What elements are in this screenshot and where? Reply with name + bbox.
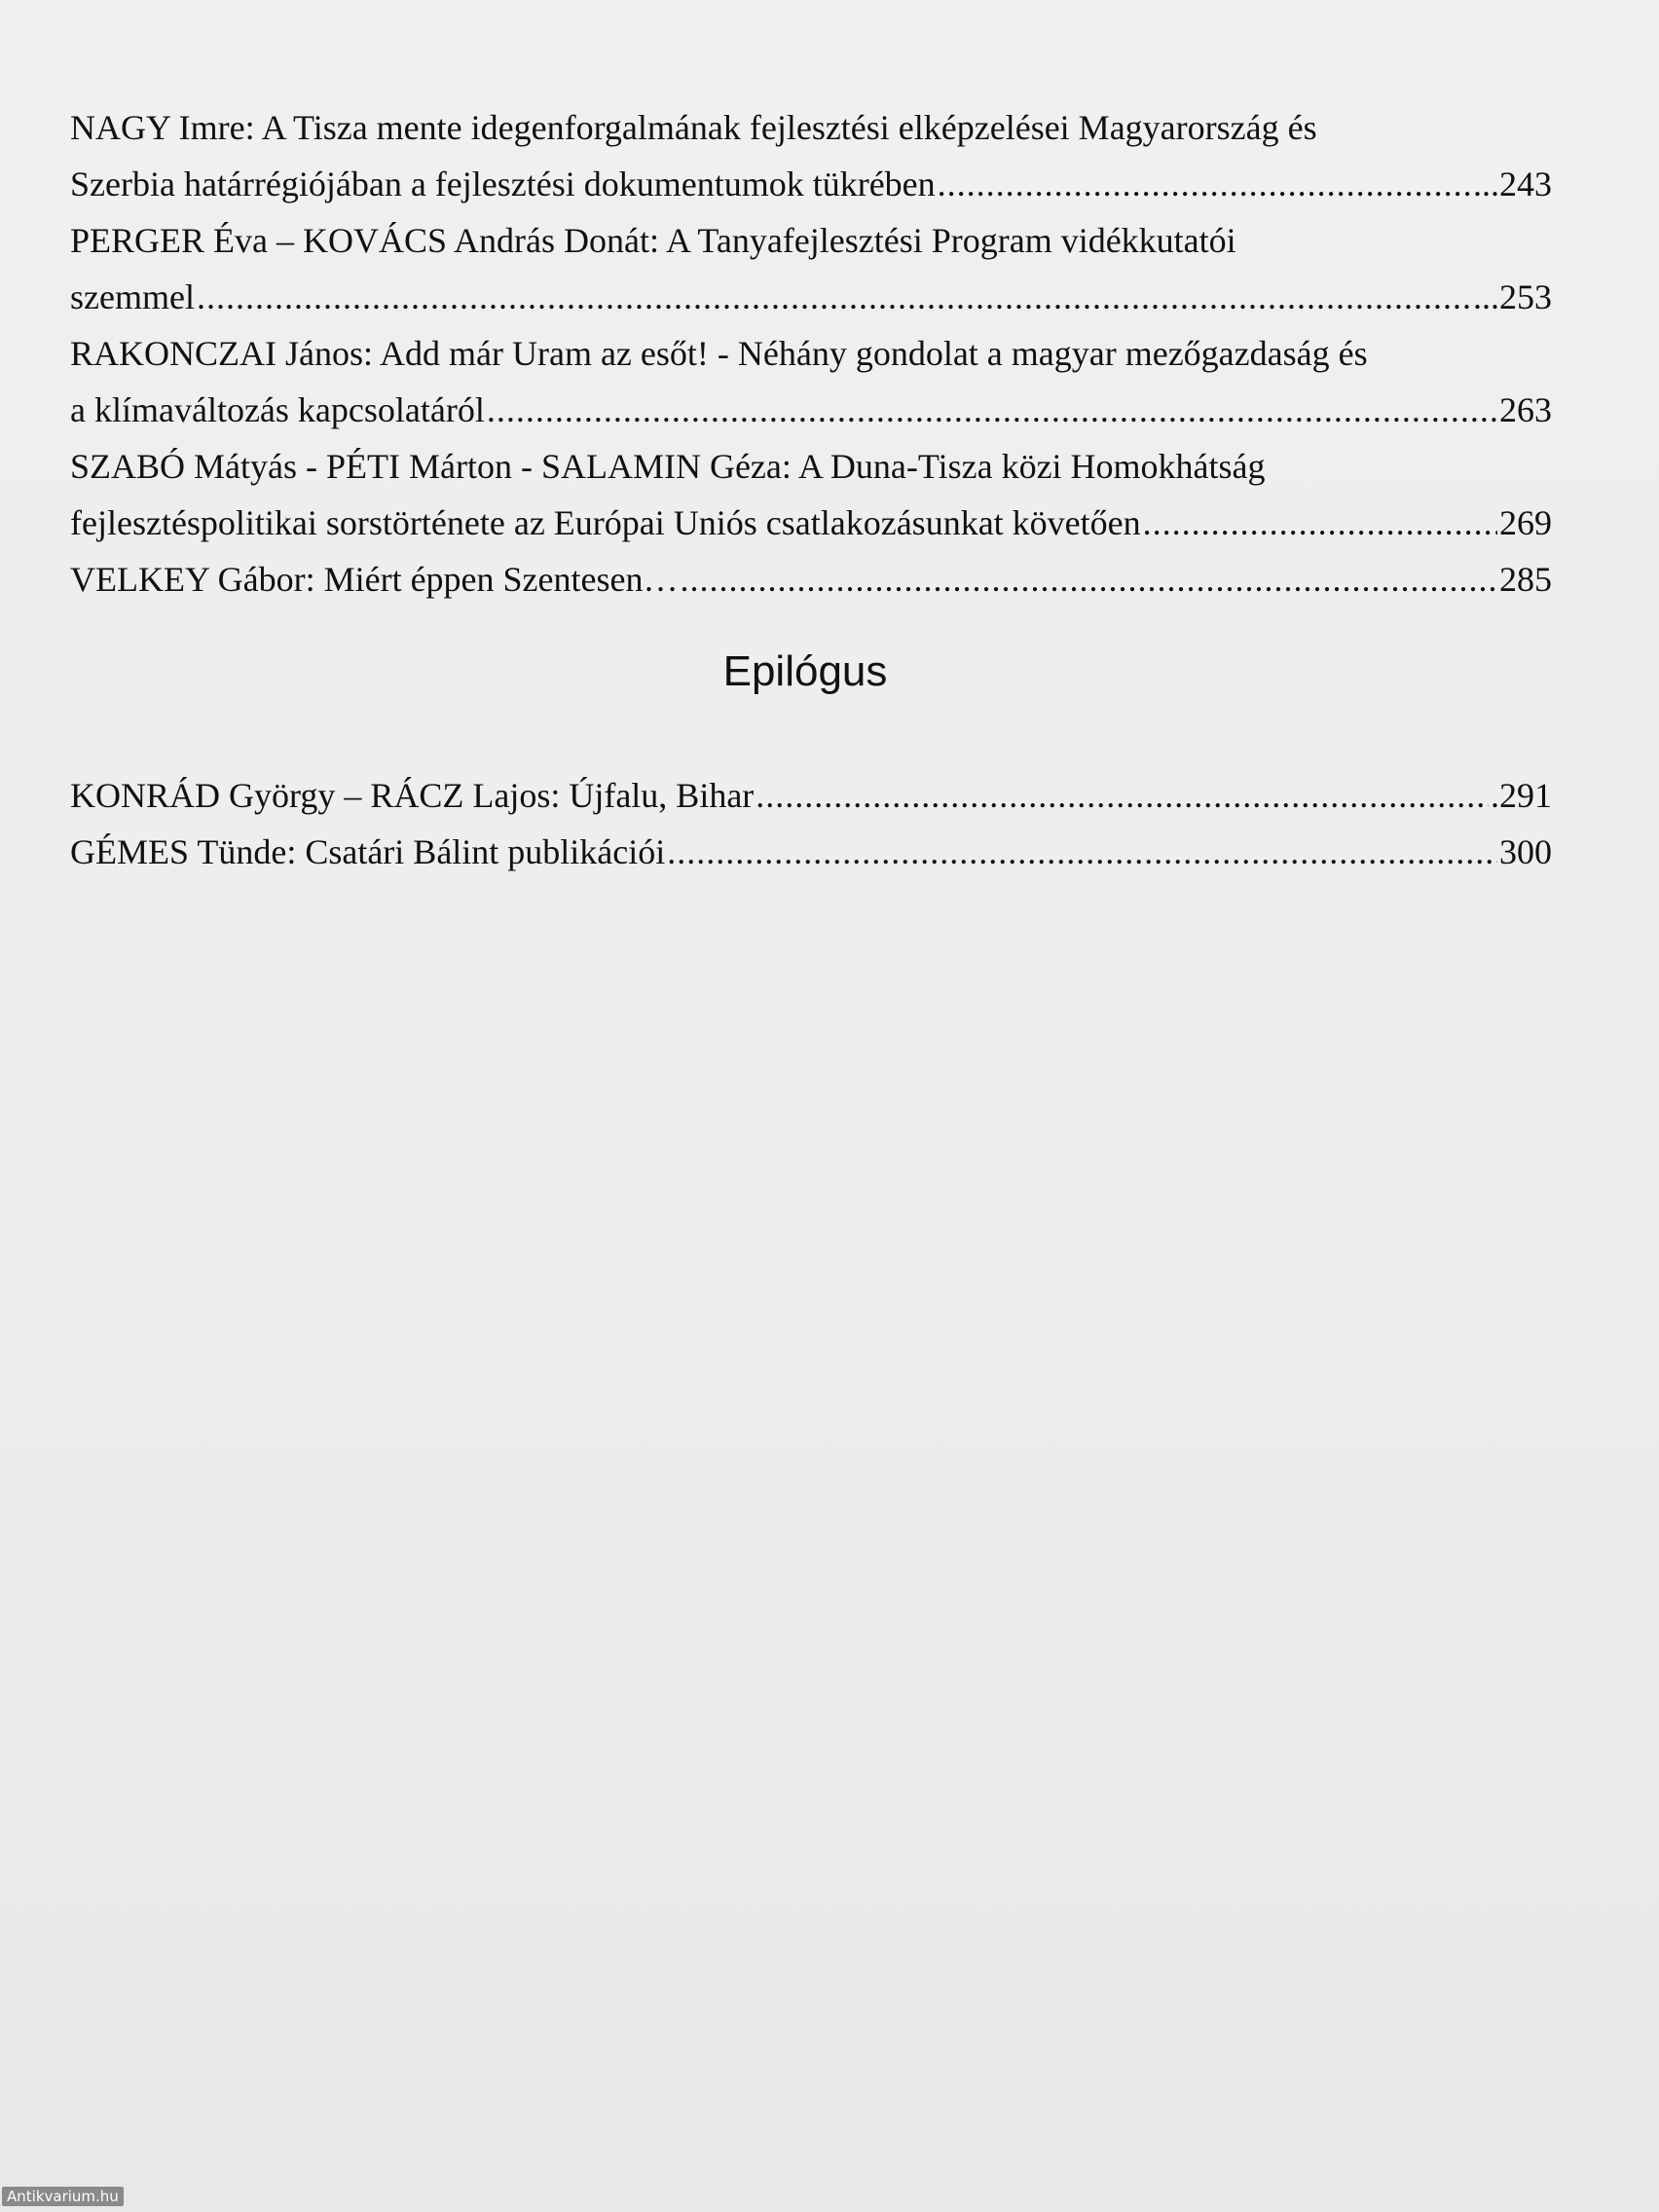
dot-leader [680, 551, 1497, 608]
toc-page-number: 263 [1499, 390, 1552, 429]
dot-leader [667, 824, 1497, 880]
toc-entry-title-line: PERGER Éva – KOVÁCS András Donát: A Tanyafejlesztési Program vidékkutatói [70, 221, 1236, 260]
dot-leader [487, 382, 1497, 438]
toc-entry-gemes[interactable] [70, 824, 1552, 880]
toc-page-number: 269 [1499, 503, 1552, 542]
toc-page-number: ...243 [1473, 165, 1552, 203]
toc-entry-title: GÉMES Tünde: Csatári Bálint publikációi [70, 832, 666, 871]
toc-entry-rakonczai[interactable] [70, 325, 1552, 438]
toc-entry-title-line: RAKONCZAI János: Add már Uram az esőt! - Néhány gondolat a magyar mezőgazdaság és [70, 334, 1368, 373]
toc-list-epilogue [70, 767, 1552, 880]
toc-entry-title-line: NAGY Imre: A Tisza mente idegenforgalmának fejlesztési elképzelései Magyarország és [70, 108, 1317, 147]
toc-page-number: 300 [1499, 832, 1552, 871]
toc-entry-konrad[interactable] [70, 767, 1552, 824]
dot-leader [197, 269, 1471, 325]
toc-page-number: 285 [1499, 560, 1552, 599]
toc-entry-title-cont: szemmel [70, 277, 195, 316]
toc-entry-title-cont: Szerbia határrégiójában a fejlesztési dokumentumok tükrében [70, 165, 936, 203]
toc-list-main [70, 99, 1552, 608]
toc-page-number: ...253 [1473, 277, 1552, 316]
toc-entry-title-cont: fejlesztéspolitikai sorstörténete az Európai Uniós csatlakozásunkat követően [70, 503, 1141, 542]
toc-entry-title: VELKEY Gábor: Miért éppen Szentesen… [70, 560, 679, 599]
toc-entry-szabo[interactable] [70, 438, 1552, 551]
toc-entry-title-line: SZABÓ Mátyás - PÉTI Márton - SALAMIN Géza: A Duna-Tisza közi Homokhátság [70, 447, 1266, 486]
dot-leader [1143, 495, 1497, 551]
dot-leader [756, 767, 1489, 824]
toc-entry-velkey[interactable] [70, 551, 1552, 608]
toc-entry-title: KONRÁD György – RÁCZ Lajos: Újfalu, Bihar [70, 776, 755, 815]
dot-leader [938, 156, 1471, 212]
toc-entry-perger[interactable] [70, 212, 1552, 325]
toc-entry-nagy[interactable] [70, 99, 1552, 212]
section-heading-epilogus: Epilógus [722, 647, 888, 695]
watermark-label: Antikvarium.hu [2, 2187, 124, 2206]
toc-page-number: .291 [1491, 776, 1552, 815]
toc-entry-title-cont: a klímaváltozás kapcsolatáról [70, 390, 485, 429]
